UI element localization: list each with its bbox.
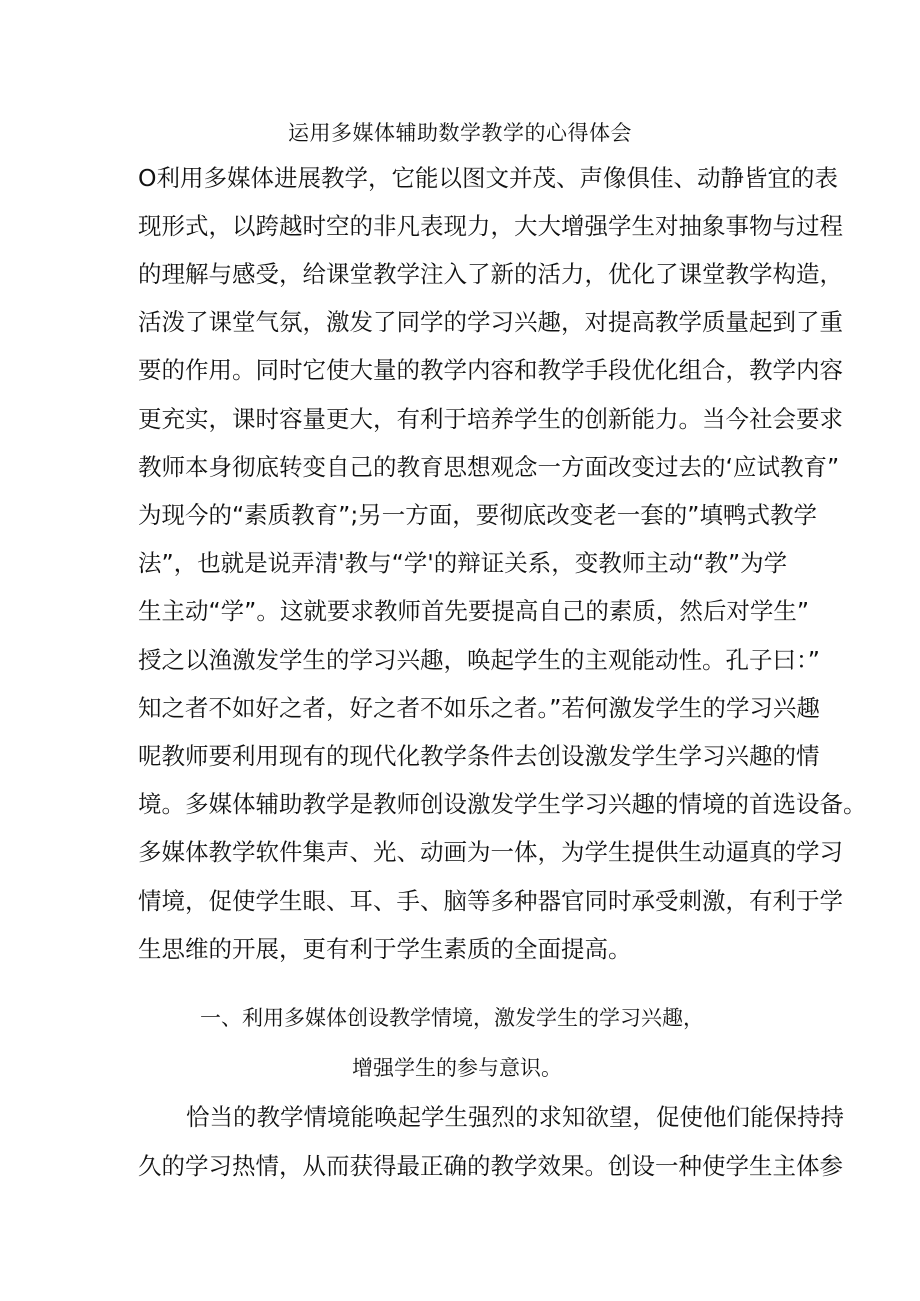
paragraph-line: 生思维的开展，更有利于学生素质的全面提高。 bbox=[138, 935, 632, 963]
paragraph-line: 的理解与感受，给课堂教学注入了新的活力，优化了课堂教学构造， bbox=[138, 260, 843, 288]
paragraph-line: O利用多媒体进展教学，它能以图文并茂、声像俱佳、动静皆宜的表 bbox=[138, 164, 838, 192]
paragraph-line: 更充实，课时容量更大，有利于培养学生的创新能力。当今社会要求 bbox=[138, 405, 843, 433]
paragraph-line: 恰当的教学情境能唤起学生强烈的求知欲望，促使他们能保持持 bbox=[186, 1103, 844, 1131]
paragraph-line: 授之以渔激发学生的学习兴趣，唤起学生的主观能动性。孔子曰：” bbox=[138, 646, 820, 674]
paragraph-line: 呢教师要利用现有的现代化教学条件去创设激发学生学习兴趣的情 bbox=[138, 742, 820, 770]
paragraph-line: 现形式，以跨越时空的非凡表现力，大大增强学生对抽象事物与过程 bbox=[138, 212, 843, 240]
paragraph-line: 为现今的“素质教育”;另一方面，要彻底改变老一套的”填鸭式教学 bbox=[138, 501, 817, 529]
paragraph-line: 境。多媒体辅助教学是教师创设激发学生学习兴趣的情境的首选设备。 bbox=[138, 790, 867, 818]
paragraph-line: 情境，促使学生眼、耳、手、脑等多种器官同时承受刺激，有利于学 bbox=[138, 887, 843, 915]
section-heading: 一、利用多媒体创设教学情境，激发学生的学习兴趣， bbox=[200, 1006, 704, 1030]
document-title: 运用多媒体辅助数学教学的心得体会 bbox=[288, 121, 632, 145]
paragraph-line: 多媒体教学软件集声、光、动画为一体，为学生提供生动逼真的学习 bbox=[138, 838, 843, 866]
section-heading-continuation: 增强学生的参与意识。 bbox=[352, 1056, 562, 1080]
paragraph-line: 生主动“学”。这就要求教师首先要提高自己的素质，然后对学生” bbox=[138, 597, 810, 625]
paragraph-line: 知之者不如好之者，好之者不如乐之者。”若何激发学生的学习兴趣 bbox=[138, 694, 820, 722]
paragraph-line: 久的学习热情，从而获得最正确的教学效果。创设一种使学生主体参 bbox=[138, 1152, 843, 1180]
paragraph-line: 要的作用。同时它使大量的教学内容和教学手段优化组合，教学内容 bbox=[138, 356, 843, 384]
paragraph-line: 活泼了课堂气氛，激发了同学的学习兴趣，对提高教学质量起到了重 bbox=[138, 308, 843, 336]
paragraph-line: 教师本身彻底转变自己的教育思想观念一方面改变过去的‘应试教育” bbox=[138, 453, 840, 481]
paragraph-line: 法”，也就是说弄清'教与“学'的辩证关系，变教师主动“教”为学 bbox=[138, 549, 788, 577]
